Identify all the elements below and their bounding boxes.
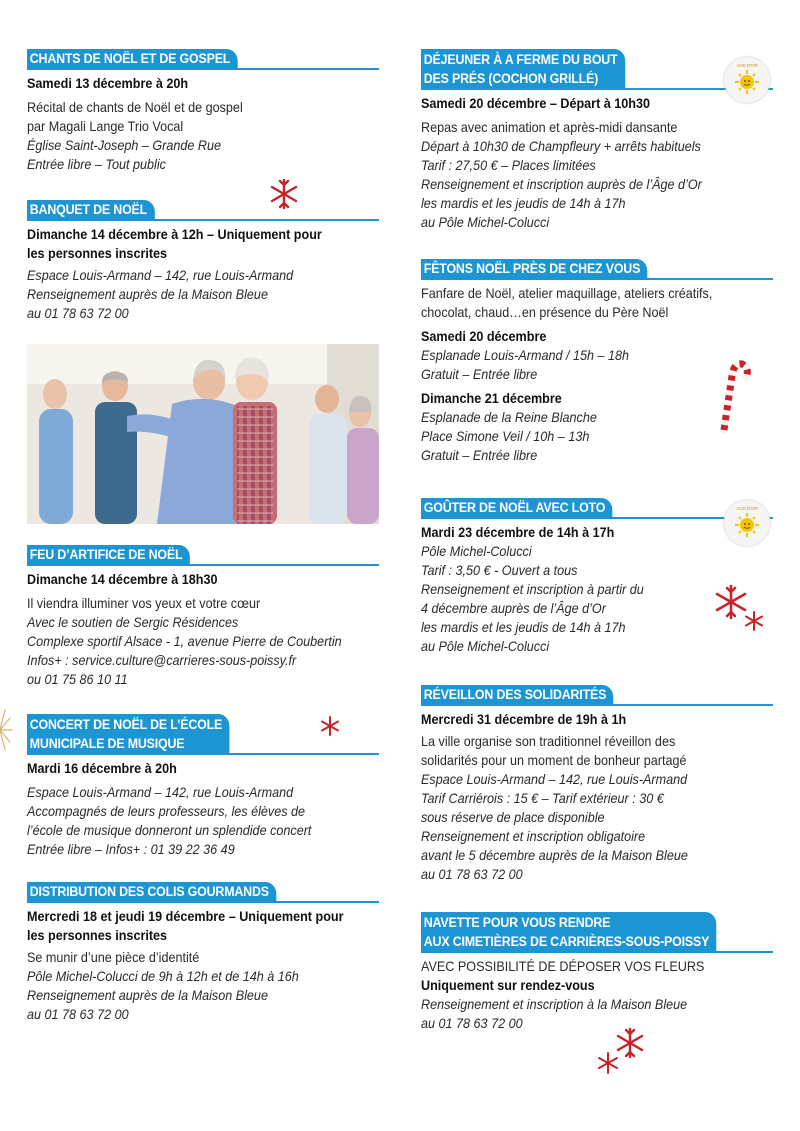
event-date: Mardi 16 décembre à 20h — [27, 760, 177, 776]
event-phone: au 01 78 63 72 00 — [27, 1006, 129, 1022]
event-info: Accompagnés de leurs professeurs, les élèves de — [27, 803, 306, 819]
event-info: Entrée libre – Tout public — [27, 156, 166, 172]
section-navette — [421, 912, 773, 1033]
event-info: les mardis et les jeudis de 14h à 17h — [421, 195, 626, 211]
event-date: Samedi 13 décembre à 20h — [27, 75, 189, 91]
event-info: Entrée libre – Infos+ : 01 39 22 36 49 — [27, 841, 235, 857]
sun-logo-icon — [724, 57, 770, 103]
event-text: Se munir d’une pièce d’identité — [27, 949, 200, 965]
event-info: avant le 5 décembre auprès de la Maison Bleue — [421, 847, 688, 863]
section-title-line: DÉJEUNER À A FERME DU BOUT — [423, 52, 618, 67]
section-title-line: MUNICIPALE DE MUSIQUE — [29, 736, 185, 751]
event-info: Renseignement et inscription à partir du — [421, 581, 644, 597]
section-title — [421, 912, 717, 952]
event-location: Espace Louis-Armand – 142, rue Louis-Armand — [27, 267, 294, 283]
section-title — [27, 714, 229, 754]
event-note: Uniquement sur rendez-vous — [421, 977, 595, 993]
event-location: Église Saint-Joseph – Grande Rue — [27, 137, 222, 153]
event-date: Mardi 23 décembre de 14h à 17h — [421, 524, 615, 540]
section-dejeuner — [421, 49, 773, 232]
event-date: Mercredi 31 décembre de 19h à 1h — [421, 711, 627, 727]
event-location: Espace Louis-Armand – 142, rue Louis-Armand — [27, 784, 294, 800]
event-info: Renseignement auprès de la Maison Bleue — [27, 286, 268, 302]
event-info: Gratuit – Entrée libre — [421, 447, 538, 463]
section-title-line: DES PRÉS (COCHON GRILLÉ) — [423, 71, 599, 86]
event-price: Tarif : 27,50 € – Places limitées — [421, 157, 596, 173]
section-title-line: NAVETTE POUR VOUS RENDRE — [423, 915, 611, 930]
event-info: Renseignement et inscription à la Maison Bleue — [421, 996, 688, 1012]
event-text: AVEC POSSIBILITÉ DE DÉPOSER VOS FLEURS — [421, 958, 705, 974]
event-location: Esplanade Louis-Armand / 15h – 18h — [421, 347, 630, 363]
section-title: FÊTONS NOËL PRÈS DE CHEZ VOUS — [421, 259, 648, 279]
event-info: les mardis et les jeudis de 14h à 17h — [421, 619, 626, 635]
event-price: Tarif : 3,50 € - Ouvert a tous — [421, 562, 578, 578]
sun-logo-icon — [724, 500, 770, 546]
event-location: Esplanade de la Reine Blanche — [421, 409, 597, 425]
snowflake-icon — [268, 178, 300, 210]
candy-cane-icon — [712, 356, 752, 434]
event-info: l’école de musique donneront un splendide concert — [27, 822, 312, 838]
event-text: Il viendra illuminer vos yeux et votre cœur — [27, 595, 261, 611]
section-reveillon — [421, 685, 773, 884]
event-date: les personnes inscrites — [27, 927, 168, 943]
event-text: Repas avec animation et après-midi dansante — [421, 119, 678, 135]
event-location: Place Simone Veil / 10h – 13h — [421, 428, 590, 444]
event-phone: au 01 78 63 72 00 — [27, 305, 129, 321]
event-date: Dimanche 14 décembre à 12h – Uniquement pour — [27, 226, 322, 242]
logo-text: AGE D'OR — [736, 506, 758, 511]
event-location: Pôle Michel-Colucci — [421, 543, 532, 559]
event-text: La ville organise son traditionnel réveillon des — [421, 733, 676, 749]
event-date: Dimanche 14 décembre à 18h30 — [27, 571, 218, 587]
event-info: Infos+ : service.culture@carrieres-sous-poissy.fr — [27, 652, 297, 668]
event-info: Renseignement et inscription obligatoire — [421, 828, 646, 844]
section-title: RÉVEILLON DES SOLIDARITÉS — [421, 685, 614, 705]
section-title: BANQUET DE NOËL — [27, 200, 154, 220]
snowflake-icon — [320, 716, 340, 736]
section-title-line: AUX CIMETIÈRES DE CARRIÈRES-SOUS-POISSY — [423, 934, 710, 949]
event-location: au Pôle Michel-Colucci — [421, 214, 550, 230]
event-info: sous réserve de place disponible — [421, 809, 605, 825]
event-info: 4 décembre auprès de l’Âge d’Or — [421, 600, 606, 616]
section-colis — [27, 882, 379, 1024]
event-date: Samedi 20 décembre — [421, 328, 547, 344]
section-title: CHANTS DE NOËL ET DE GOSPEL — [27, 49, 238, 69]
event-location: Complexe sportif Alsace - 1, avenue Pierre de Coubertin — [27, 633, 342, 649]
snowflake-icon — [744, 611, 764, 631]
section-banquet — [27, 200, 379, 323]
event-date: Samedi 20 décembre – Départ à 10h30 — [421, 95, 651, 111]
event-text: chocolat, chaud…en présence du Père Noël — [421, 304, 669, 320]
event-phone: au 01 78 63 72 00 — [421, 1015, 523, 1031]
section-title: GOÛTER DE NOËL AVEC LOTO — [421, 498, 613, 518]
event-text: solidarités pour un moment de bonheur partagé — [421, 752, 687, 768]
section-gouter — [421, 498, 773, 656]
section-title: DISTRIBUTION DES COLIS GOURMANDS — [27, 882, 276, 902]
event-text: Fanfare de Noël, atelier maquillage, ateliers créatifs, — [421, 285, 713, 301]
event-text: par Magali Lange Trio Vocal — [27, 118, 184, 134]
section-title — [421, 49, 625, 89]
event-info: Renseignement auprès de la Maison Bleue — [27, 987, 268, 1003]
event-price: Tarif Carriérois : 15 € – Tarif extérieur : 30 € — [421, 790, 664, 806]
section-title-line: CONCERT DE NOËL DE L’ÉCOLE — [29, 717, 223, 732]
photo-illustration — [27, 344, 379, 524]
event-info: Gratuit – Entrée libre — [421, 366, 538, 382]
section-feu — [27, 545, 379, 689]
snowflake-icon — [597, 1052, 619, 1074]
section-title: FEU D’ARTIFICE DE NOËL — [27, 545, 190, 565]
event-info: Avec le soutien de Sergic Résidences — [27, 614, 239, 630]
event-date: Dimanche 21 décembre — [421, 390, 562, 406]
section-chants — [27, 49, 379, 174]
event-date: Mercredi 18 et jeudi 19 décembre – Uniquement pour — [27, 908, 344, 924]
logo-text: AGE D'OR — [736, 63, 758, 68]
event-phone: au 01 78 63 72 00 — [421, 866, 523, 882]
event-info: Départ à 10h30 de Champfleury + arrêts habituels — [421, 138, 701, 154]
event-text: Récital de chants de Noël et de gospel — [27, 99, 243, 115]
event-location: Pôle Michel-Colucci de 9h à 12h et de 14h à 16h — [27, 968, 299, 984]
event-date: les personnes inscrites — [27, 245, 168, 261]
seniors-dancing-photo — [27, 344, 379, 524]
event-location: au Pôle Michel-Colucci — [421, 638, 550, 654]
event-info: Renseignement et inscription auprès de l’Âge d’Or — [421, 176, 702, 192]
firework-spark-icon — [0, 700, 14, 760]
event-phone: ou 01 75 86 10 11 — [27, 671, 128, 687]
event-location: Espace Louis-Armand – 142, rue Louis-Armand — [421, 771, 688, 787]
